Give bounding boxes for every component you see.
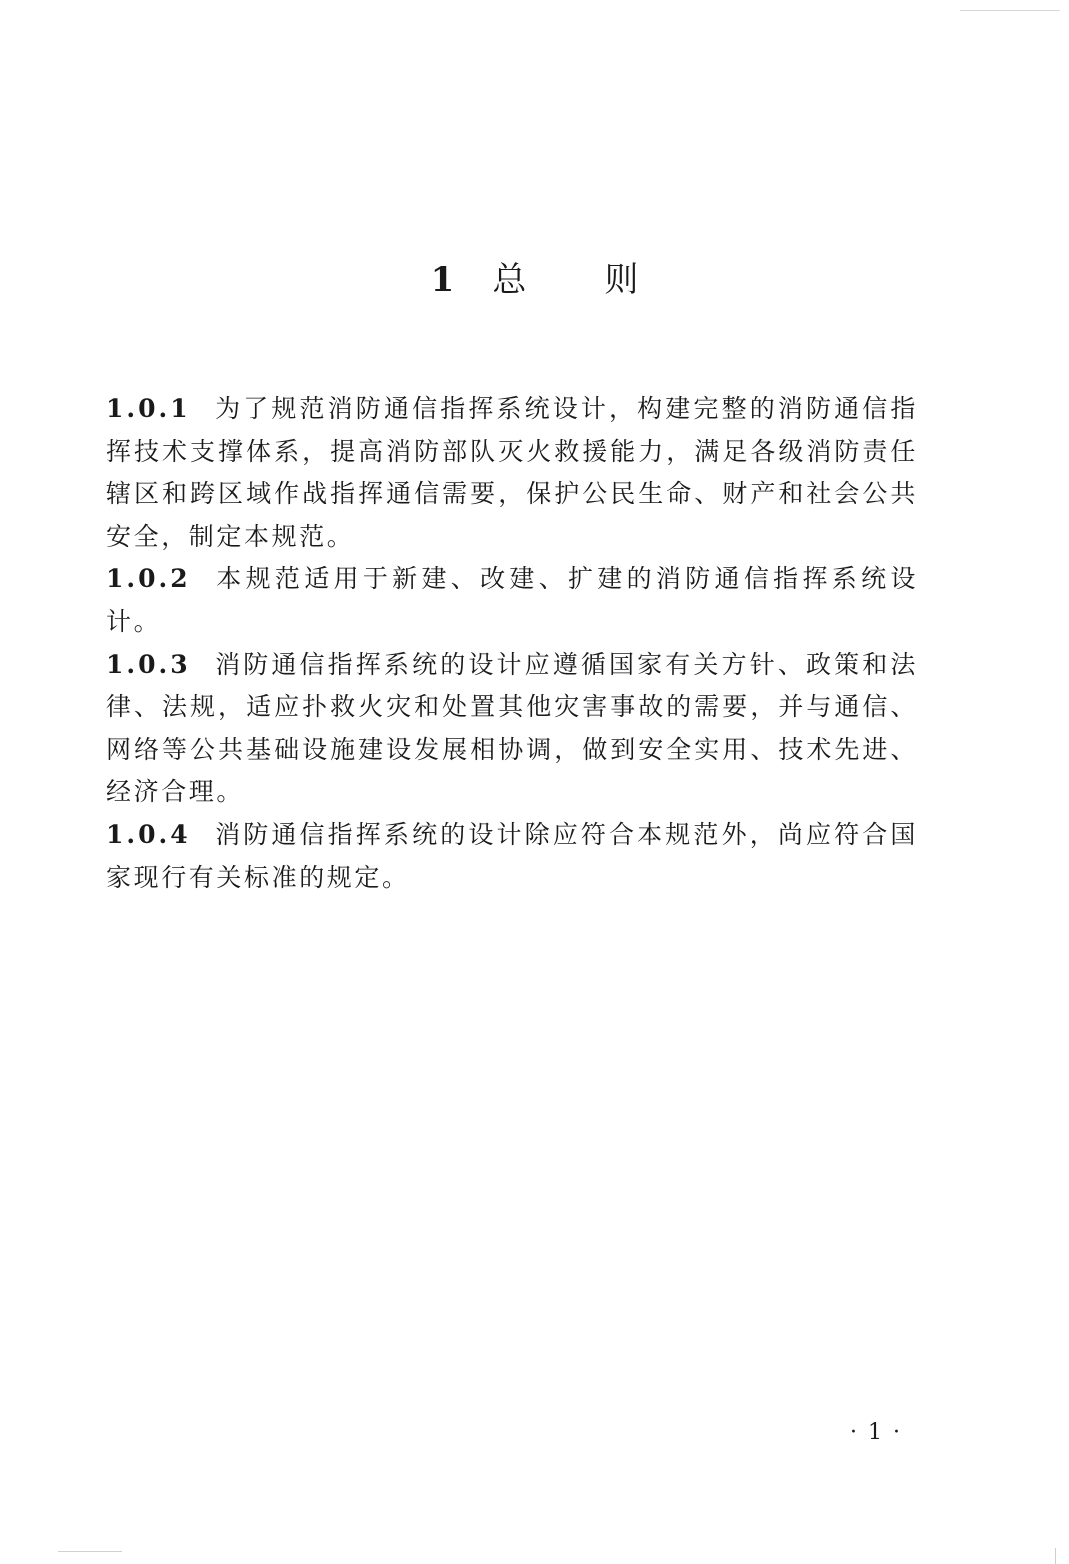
clause-text: 消防通信指挥系统的设计除应符合本规范外，尚应符合国家现行有关标准的规定。	[106, 819, 918, 892]
clause-text: 本规范适用于新建、改建、扩建的消防通信指挥系统设计。	[106, 564, 918, 636]
clause-1-0-3	[106, 644, 918, 814]
scan-artifact-line	[960, 10, 1060, 11]
clause-1-0-1	[106, 388, 918, 558]
clause-1-0-4	[106, 814, 918, 899]
chapter-title-part1: 总	[492, 260, 527, 300]
scan-artifact-line	[1055, 1548, 1056, 1564]
chapter-title	[0, 252, 1069, 301]
clause-number: 1.0.2	[106, 564, 191, 594]
clause-text: 为了规范消防通信指挥系统设计，构建完整的消防通信指挥技术支撑体系，提高消防部队灭火救援能力，满足各级消防责任辖区和跨区域作战指挥通信需要，保护公民生命、财产和社会公共安全，制定本规范。	[106, 394, 918, 551]
clause-1-0-2	[106, 558, 918, 643]
clause-list	[106, 388, 918, 899]
chapter-number: 1	[430, 260, 455, 300]
clause-number: 1.0.3	[106, 649, 191, 679]
chapter-title-part2: 则	[604, 260, 639, 300]
clause-number: 1.0.4	[106, 819, 191, 849]
page-number: · 1 ·	[850, 1420, 902, 1445]
clause-number: 1.0.1	[106, 394, 191, 423]
clause-text: 消防通信指挥系统的设计应遵循国家有关方针、政策和法律、法规，适应扑救火灾和处置其他灾害事故的需要，并与通信、网络等公共基础设施建设发展相协调，做到安全实用、技术先进、经济合理。	[106, 649, 918, 807]
scan-artifact-line	[58, 1551, 122, 1552]
